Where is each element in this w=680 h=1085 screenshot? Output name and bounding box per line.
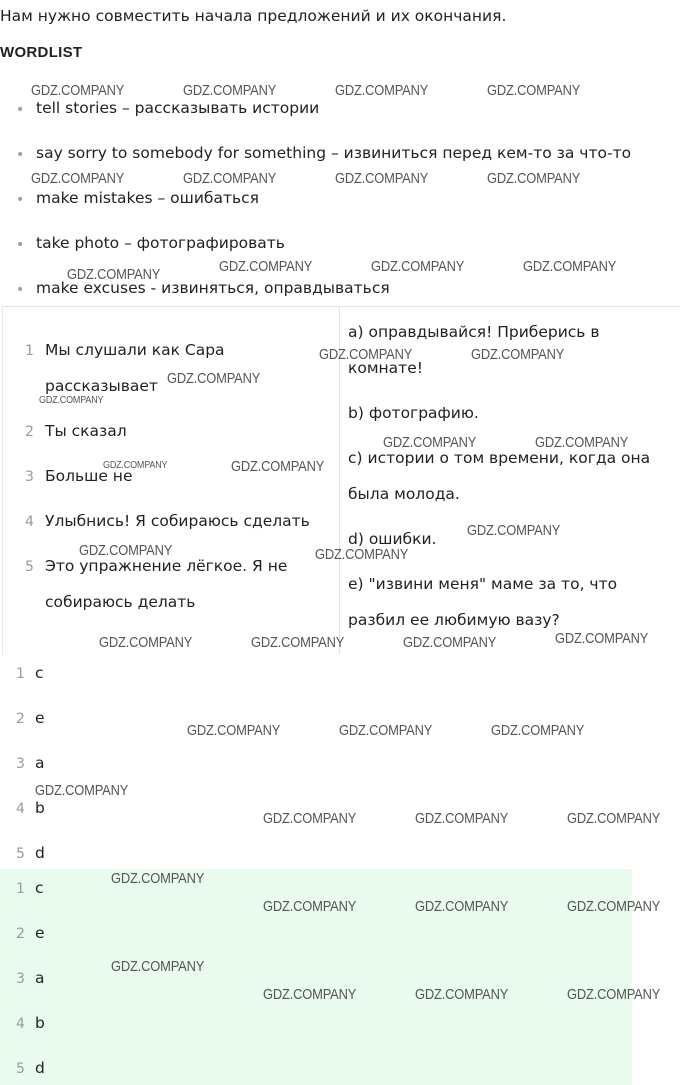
answer-letter: a (35, 969, 45, 987)
watermark: GDZ.COMPANY (535, 434, 629, 451)
watermark: GDZ.COMPANY (167, 370, 261, 387)
beginning-text: рассказывает (45, 377, 158, 395)
watermark: GDZ.COMPANY (263, 898, 357, 915)
row-number: 2 (25, 424, 34, 440)
ending-text: комнате! (348, 359, 423, 377)
watermark: GDZ.COMPANY (567, 898, 661, 915)
watermark: GDZ.COMPANY (103, 460, 168, 471)
watermark: GDZ.COMPANY (99, 634, 193, 651)
ending-text: разбил ее любимую вазу? (348, 611, 560, 629)
watermark: GDZ.COMPANY (251, 634, 345, 651)
row-number: 4 (25, 514, 34, 530)
beginning-text: Улыбнись! Я собираюсь сделать (45, 512, 310, 530)
watermark: GDZ.COMPANY (487, 170, 581, 187)
answer-letter: d (35, 1059, 45, 1077)
bullet-icon: • (16, 102, 25, 118)
watermark: GDZ.COMPANY (567, 810, 661, 827)
watermark: GDZ.COMPANY (67, 266, 161, 283)
answer-number: 4 (16, 1016, 25, 1032)
wordlist-item-text: take photo – фотографировать (36, 234, 285, 252)
watermark: GDZ.COMPANY (491, 722, 585, 739)
beginning-text: собираюсь делать (45, 593, 196, 611)
watermark: GDZ.COMPANY (371, 258, 465, 275)
watermark: GDZ.COMPANY (231, 458, 325, 475)
bullet-icon: • (16, 282, 25, 298)
watermark: GDZ.COMPANY (183, 170, 277, 187)
intro-text: Нам нужно совместить начала предложений и их окончания. (0, 7, 507, 25)
watermark: GDZ.COMPANY (335, 82, 429, 99)
watermark: GDZ.COMPANY (555, 630, 649, 647)
row-number: 5 (25, 559, 34, 575)
answer-number: 1 (16, 666, 25, 682)
watermark: GDZ.COMPANY (523, 258, 617, 275)
watermark: GDZ.COMPANY (471, 346, 565, 363)
beginning-text: Больше не (45, 467, 133, 485)
wordlist-item-text: make excuses - извиняться, оправдываться (36, 279, 390, 297)
watermark: GDZ.COMPANY (263, 986, 357, 1003)
answer-letter: d (35, 844, 45, 862)
watermark: GDZ.COMPANY (335, 170, 429, 187)
row-number: 3 (25, 469, 34, 485)
beginning-text: Ты сказал (45, 422, 127, 440)
watermark: GDZ.COMPANY (319, 346, 413, 363)
bullet-icon: • (16, 147, 25, 163)
answer-number: 3 (16, 971, 25, 987)
watermark: GDZ.COMPANY (183, 82, 277, 99)
answer-letter: c (35, 879, 44, 897)
watermark: GDZ.COMPANY (35, 782, 129, 799)
watermark: GDZ.COMPANY (111, 958, 205, 975)
watermark: GDZ.COMPANY (383, 434, 477, 451)
answer-number: 3 (16, 756, 25, 772)
answer-letter: b (35, 1014, 45, 1032)
answer-number: 2 (16, 711, 25, 727)
answer-number: 1 (16, 881, 25, 897)
answer-number: 5 (16, 846, 25, 862)
beginning-text: Это упражнение лёгкое. Я не (45, 557, 288, 575)
watermark: GDZ.COMPANY (415, 986, 509, 1003)
ending-text: d) ошибки. (348, 530, 437, 548)
answer-letter: b (35, 799, 45, 817)
row-number: 1 (25, 343, 34, 359)
answer-letter: e (35, 924, 45, 942)
wordlist-title: WORDLIST (0, 44, 83, 61)
watermark: GDZ.COMPANY (31, 170, 125, 187)
answer-number: 2 (16, 926, 25, 942)
beginning-text: Мы слушали как Сара (45, 341, 225, 359)
answer-letter: a (35, 754, 45, 772)
answer-letter: e (35, 709, 45, 727)
watermark: GDZ.COMPANY (111, 870, 205, 887)
watermark: GDZ.COMPANY (31, 82, 125, 99)
wordlist-item-text: say sorry to somebody for something – извиниться перед кем-то за что-то (36, 144, 632, 162)
ending-text: b) фотографию. (348, 404, 479, 422)
bullet-icon: • (16, 192, 25, 208)
watermark: GDZ.COMPANY (39, 395, 104, 406)
watermark: GDZ.COMPANY (467, 522, 561, 539)
watermark: GDZ.COMPANY (415, 810, 509, 827)
watermark: GDZ.COMPANY (315, 546, 409, 563)
answer-number: 5 (16, 1061, 25, 1077)
answer-number: 4 (16, 801, 25, 817)
wordlist-item-text: tell stories – рассказывать истории (36, 99, 320, 117)
ending-text: a) оправдывайся! Приберись в (348, 323, 600, 341)
watermark: GDZ.COMPANY (339, 722, 433, 739)
watermark: GDZ.COMPANY (187, 722, 281, 739)
watermark: GDZ.COMPANY (79, 542, 173, 559)
watermark: GDZ.COMPANY (487, 82, 581, 99)
bullet-icon: • (16, 237, 25, 253)
ending-text: c) истории о том времени, когда она (348, 449, 651, 467)
watermark: GDZ.COMPANY (219, 258, 313, 275)
watermark: GDZ.COMPANY (403, 634, 497, 651)
wordlist-item-text: make mistakes – ошибаться (36, 189, 259, 207)
watermark: GDZ.COMPANY (567, 986, 661, 1003)
answer-letter: c (35, 664, 44, 682)
ending-text: e) "извини меня" маме за то, что (348, 575, 618, 593)
watermark: GDZ.COMPANY (263, 810, 357, 827)
watermark: GDZ.COMPANY (415, 898, 509, 915)
ending-text: была молода. (348, 485, 460, 503)
